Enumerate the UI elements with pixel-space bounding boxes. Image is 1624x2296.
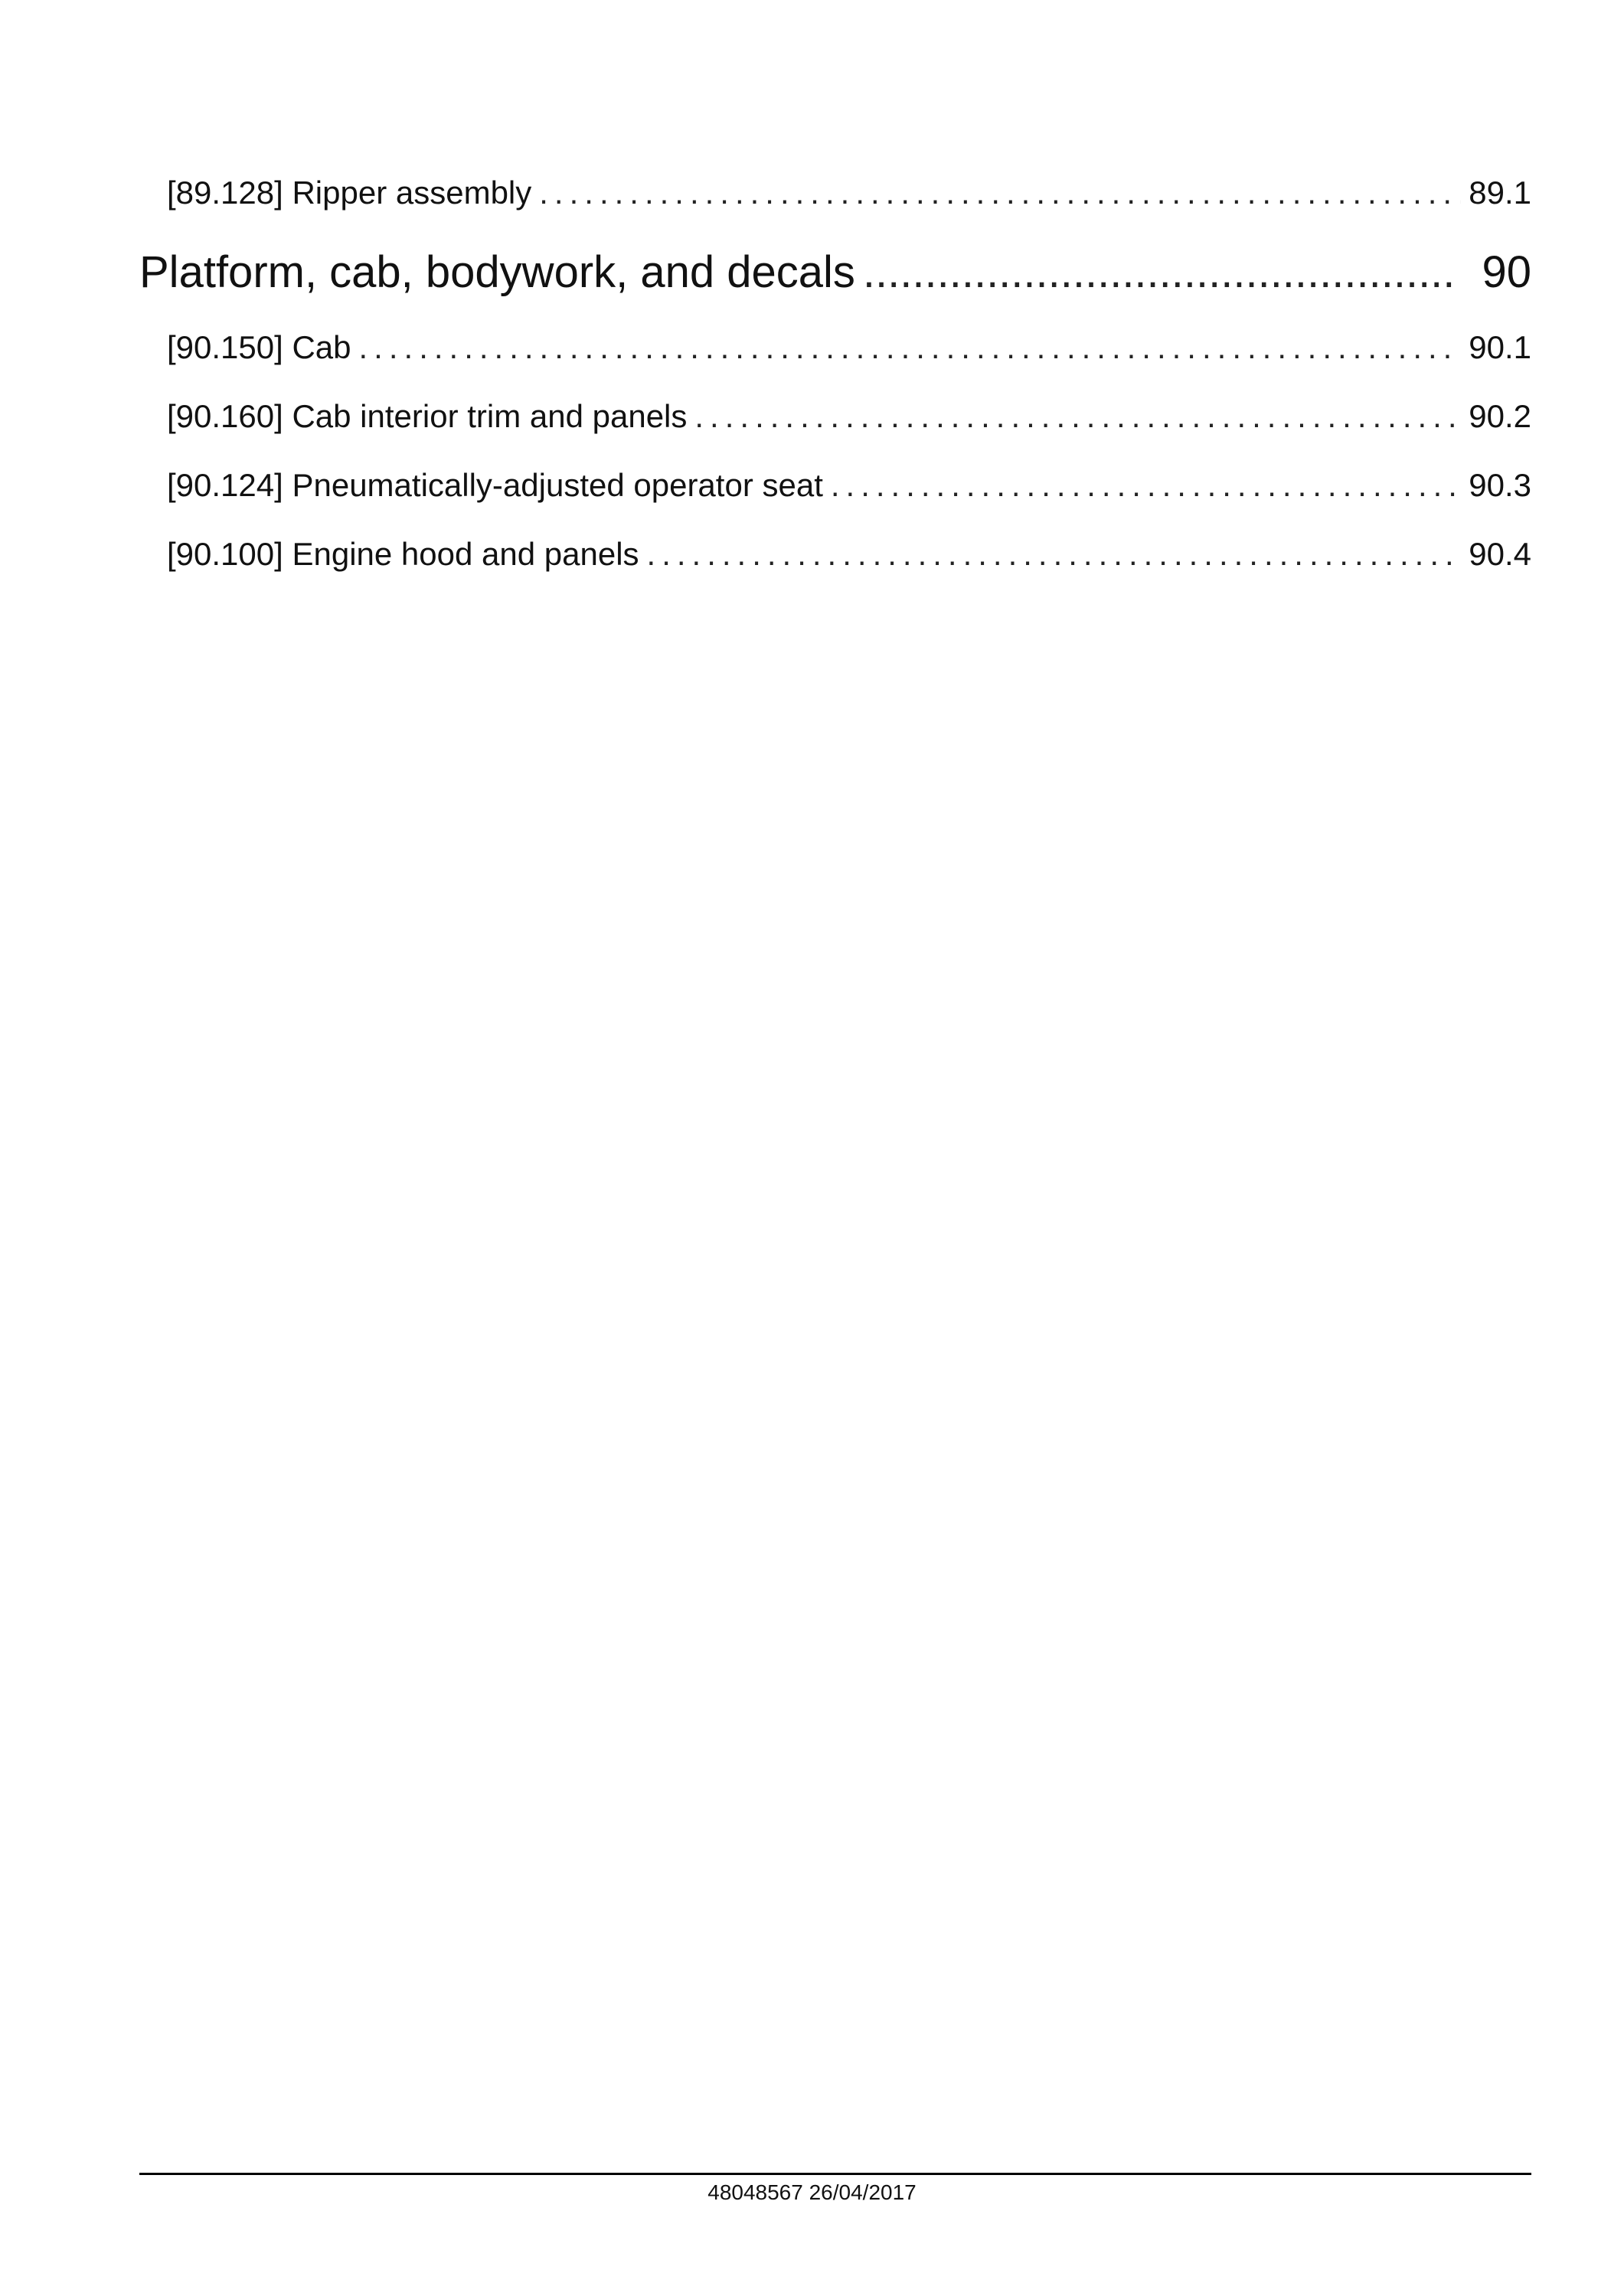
- toc-entry-page: 89.1: [1469, 175, 1531, 211]
- toc-entry-title: [90.150] Cab: [167, 329, 351, 365]
- dot-leader: [647, 536, 1462, 573]
- toc-entry-title: [90.124] Pneumatically-adjusted operator seat: [167, 467, 823, 503]
- toc-entry-page: 90.1: [1469, 329, 1531, 365]
- toc-entry-title: [90.160] Cab interior trim and panels: [167, 398, 688, 434]
- toc-entry-page: 90.3: [1469, 467, 1531, 503]
- toc-entry-90-100[interactable]: [167, 536, 1531, 573]
- toc-entry-90-124[interactable]: [167, 467, 1531, 504]
- toc-section-platform-cab[interactable]: [139, 247, 1531, 298]
- toc-section-page: 90: [1482, 247, 1531, 297]
- toc-entry-89-128[interactable]: [167, 175, 1531, 211]
- toc-entry-90-160[interactable]: [167, 398, 1531, 435]
- dot-leader: [539, 175, 1461, 211]
- footer-divider: [139, 2173, 1531, 2175]
- toc-entry-page: 90.4: [1469, 536, 1531, 572]
- dot-leader: [831, 467, 1461, 504]
- dot-leader: [694, 398, 1461, 435]
- toc-section-title: Platform, cab, bodywork, and decals: [139, 247, 855, 297]
- toc-entry-page: 90.2: [1469, 398, 1531, 434]
- toc-entry-title: [89.128] Ripper assembly: [167, 175, 532, 211]
- toc-entry-90-150[interactable]: [167, 329, 1531, 366]
- dot-leader: [359, 329, 1462, 366]
- footer-doc-info: 48048567 26/04/2017: [707, 2180, 917, 2204]
- dot-leader: [863, 247, 1456, 298]
- toc-entry-title: [90.100] Engine hood and panels: [167, 536, 639, 572]
